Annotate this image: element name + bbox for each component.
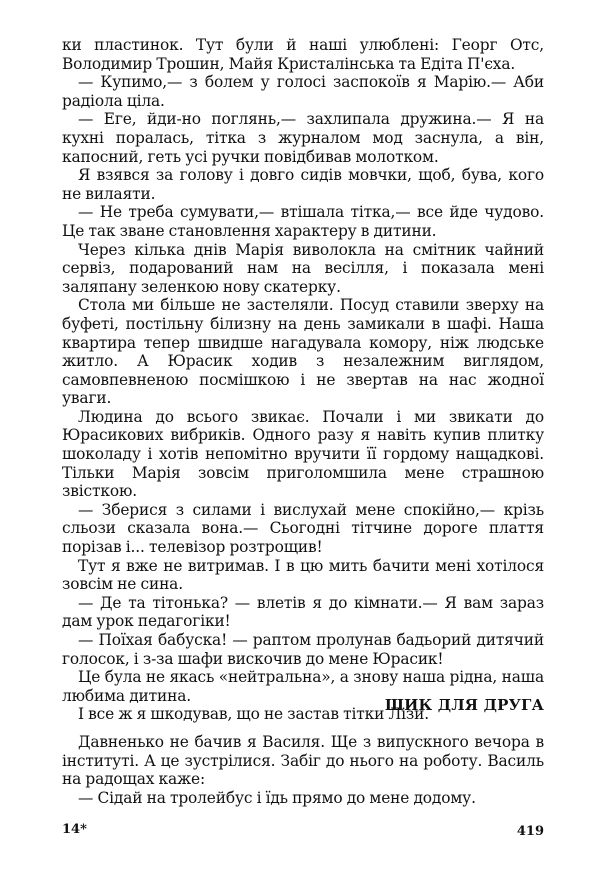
- paragraph: Стола ми більше не застеляли. Посуд ставили зверху на буфеті, постільну білизну на день замикали в шафі. Наша квартира тепер швидше нагадувала комору, ніж людське житло. А Юрасик ходив з незалежним виглядом, самовпевненою посмішкою і не звертав на нас жодної уваги.: [62, 296, 544, 408]
- paragraph: — Сідай на тролейбус і їдь прямо до мене додому.: [78, 788, 476, 807]
- paragraph: — Не треба сумувати,— втішала тітка,— все йде чудово. Це так зване становлення характеру в дитини.: [62, 203, 544, 240]
- paragraph: — Поїхая бабуска! — раптом пролунав бадьорий дитячий голосок, і з-за шафи вискочив до мене Юрасик!: [62, 631, 544, 668]
- paragraph: Людина до всього звикає. Почали і ми звикати до Юрасикових вибриків. Одного разу я навіть купив плитку шоколаду і хотів непомітно вручити її гордому нащадкові. Тільки Марія зовсім приголомшила мене страшною звісткою.: [62, 407, 544, 501]
- paragraph: Я взявся за голову і довго сидів мовчки, щоб, бува, кого не вилаяти.: [62, 166, 544, 203]
- paragraph: Через кілька днів Марія виволокла на смітник чайний сервіз, подарований нам на весілля, і показала мені заляпану зеленкою нову скатерку.: [62, 240, 544, 296]
- paragraph: — Еге, йди-но поглянь,— захлипала дружина.— Я на кухні поралась, тітка з журналом мод заснула, а він, капосний, геть усі ручки повідбивав молотком.: [62, 110, 544, 166]
- paragraph: Тут я вже не витримав. І в цю мить бачити мені хотілося зовсім не сина.: [62, 556, 544, 594]
- paragraph: — Зберися з силами і вислухай мене спокійно,— крізь сльози сказала вона.— Сьогодні тітчине дороге плаття порізав і... телевізор розтрощив!: [62, 500, 544, 557]
- page-number: 419: [516, 824, 544, 839]
- paragraph: ки пластинок. Тут були й наші улюблені: Георг Отс, Володимир Трошин, Майя Кристалінська та Едіта П'єха.: [62, 36, 544, 73]
- paragraph: І все ж я шкодував, що не застав тітки Лізи.: [78, 705, 430, 724]
- paragraph: — Купимо,— з болем у голосі заспокоїв я Марію.— Аби радіола ціла.: [62, 73, 544, 110]
- paragraph: — Де та тітонька? — влетів я до кімнати.— Я вам зараз дам урок педагогіки!: [62, 593, 544, 631]
- section-text: [62, 733, 544, 807]
- section-title: ШИК ДЛЯ ДРУГА: [384, 696, 544, 714]
- paragraph: Давненько не бачив я Василя. Ще з випускного вечора в інституті. А це зустрілися. Забіг до нього на роботу. Василь на радощах каже:: [62, 733, 544, 789]
- signature-mark: 14*: [62, 822, 87, 837]
- chapter-text: [62, 36, 544, 724]
- paragraph: Це була не якась «нейтральна», а знову наша рідна, наша любима дитина.: [62, 668, 544, 705]
